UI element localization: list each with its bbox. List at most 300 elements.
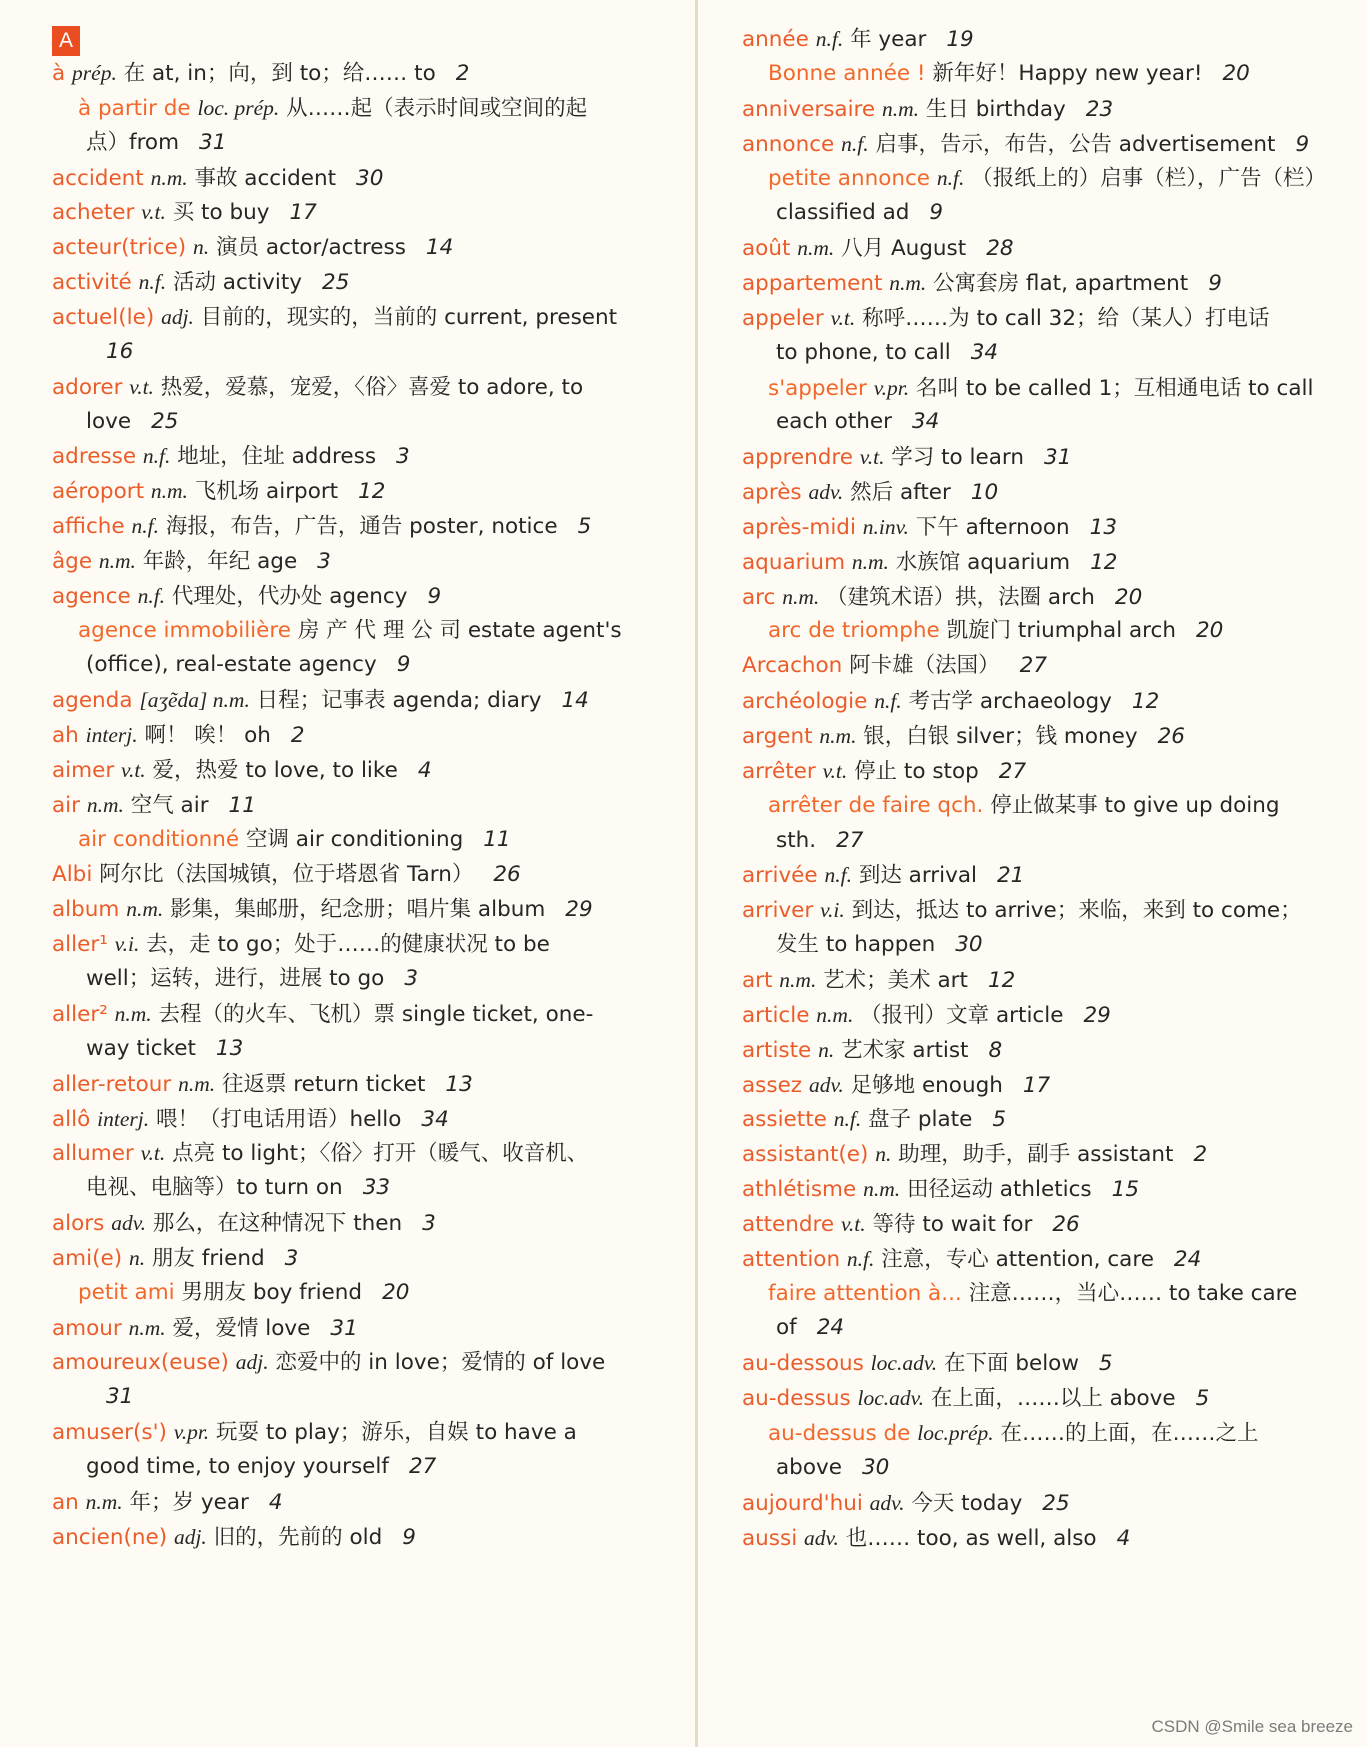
entry-page-number: 12 [1090,549,1118,575]
entry-headword: âge [52,548,93,574]
entry-line [776,338,998,368]
entry-headword: accident [52,165,144,191]
entry-page-number: 34 [421,1106,449,1132]
entry-page-number: 4 [1116,1525,1131,1551]
entry-part-of-speech: n.m. [178,1071,216,1096]
entry-headword: appeler [742,305,824,331]
entry-definition: 日程；记事表 agenda; diary [256,688,542,714]
entry-page-number: 29 [1083,1002,1111,1028]
entry-line [776,826,863,856]
entry-page-number: 26 [1157,724,1185,749]
entry-subheadword: agence immobilière [78,617,291,643]
entry-line [742,651,1047,681]
entry-definition: 下午 afternoon [915,514,1070,540]
entry-headword: agence [52,583,131,609]
entry-line [52,302,617,332]
watermark: CSDN @Smile sea breeze [1151,1717,1353,1736]
entry-definition: 男朋友 boy friend [181,1279,363,1305]
entry-definition: 爱，爱情 love [172,1315,311,1341]
entry-part-of-speech: n.m. [128,1315,166,1340]
entry-headword: actuel(le) [52,304,155,330]
entry-subheadword: arc de triomphe [768,618,940,644]
entry-part-of-speech: v.t. [859,445,885,470]
entry-definition: 爱，热爱 to love, to like [152,758,398,783]
entry-definition: 注意……，当心…… to take care [968,1280,1298,1306]
entry-part-of-speech: adv. [808,1072,844,1097]
entry-page-number: 20 [382,1279,410,1305]
entry-headword: à [52,61,66,86]
entry-page-number: 21 [996,863,1025,889]
entry-line [52,1313,358,1343]
entry-definition: 阿卡雄（法国） [849,653,1000,679]
entry-part-of-speech: prép. [72,61,117,85]
entry-definition: 田径运动 athletics [906,1177,1092,1203]
entry-headword: ancien(ne) [52,1524,168,1550]
entry-line [52,546,331,576]
entry-headword: art [742,967,773,993]
entry-definition: 恋爱中的 in love；爱情的 of love [275,1350,606,1376]
entry-part-of-speech: n.m. [150,165,188,190]
entry-definition: 也…… too, as well, also [845,1525,1097,1551]
entry-continuation: of [776,1315,797,1341]
entry-definition: 在……的上面，在……之上 [1000,1421,1259,1446]
entry-definition: 到达，抵达 to arrive；来临，来到 to come； [851,898,1302,924]
entry-part-of-speech: v.t. [822,758,848,783]
entry-line [78,93,587,123]
entry-part-of-speech: n.m. [782,584,820,609]
entry-line [768,163,1326,193]
entry-line [742,1035,1002,1065]
entry-line [742,1244,1201,1274]
entry-page-number: 2 [455,61,470,86]
entry-line [768,1279,1297,1309]
entry-definition: 年龄，年纪 age [142,548,298,574]
entry-definition: 学习 to learn [891,445,1025,471]
entry-line [78,616,622,646]
entry-definition: （建筑术语）拱，法圈 arch [826,584,1095,610]
entry-line [52,1522,416,1552]
entry-headword: aujourd'hui [742,1490,863,1516]
entry-page-number: 31 [106,1384,134,1410]
entry-line [52,58,469,88]
entry-definition: 银，白银 silver；钱 money [863,724,1138,749]
entry-continuation: to phone, to call [776,339,951,365]
entry-headword: aller² [52,1001,108,1027]
entry-line [742,1139,1207,1169]
entry-headword: amuser(s') [52,1420,167,1446]
entry-part-of-speech: n.f. [142,444,171,469]
entry-line [52,197,317,227]
entry-headword: assiette [742,1107,827,1133]
entry-line [52,511,591,541]
entry-page-number: 2 [290,723,305,749]
entry-page-number: 10 [970,480,999,506]
entry-part-of-speech: loc.prép. [917,1421,994,1445]
entry-page-number: 31 [199,129,227,155]
entry-page-number: 9 [1208,270,1222,296]
entry-definition: 热爱，爱慕，宠爱，〈俗〉喜爱 to adore, to [160,374,584,400]
entry-definition: 房 产 代 理 公 司 estate agent's [297,617,622,643]
entry-part-of-speech: n.f. [841,131,869,156]
entry-page-number: 31 [1044,445,1072,471]
entry-headword: au-dessous [742,1351,864,1377]
entry-part-of-speech: n. [193,235,210,260]
entry-line [52,685,589,715]
entry-part-of-speech: n.m. [797,236,835,261]
entry-line [52,894,593,924]
entry-definition: 停止做某事 to give up doing [990,792,1280,818]
entry-line [52,1347,605,1377]
entry-line [742,1070,1050,1100]
entry-page-number: 3 [396,444,410,470]
entry-line [742,1383,1209,1413]
entry-line [768,1418,1259,1448]
entry-line [776,1453,889,1483]
entry-page-number: 9 [929,200,944,226]
entry-continuation: (office), real-estate agency [86,652,377,678]
entry-headword: attention [742,1246,841,1272]
entry-part-of-speech: n.m. [819,724,857,748]
entry-page-number: 25 [322,270,350,296]
entry-definition: 水族馆 aquarium [895,549,1071,575]
entry-page-number: 3 [284,1245,299,1271]
entry-definition: 名叫 to be called 1；互相通电话 to call [915,375,1314,401]
entry-definition: 生日 birthday [925,96,1066,122]
entry-part-of-speech: n.inv. [862,514,909,539]
entry-part-of-speech: n.m. [126,897,164,922]
entry-definition: 到达 arrival [858,863,977,889]
entry-line [742,895,1302,925]
entry-part-of-speech: n.f. [833,1107,862,1132]
entry-headword: arriver [742,898,814,924]
entry-page-number: 19 [946,27,974,52]
entry-page-number: 20 [1196,618,1224,644]
entry-headword: allumer [52,1141,134,1167]
entry-part-of-speech: adv. [111,1211,147,1236]
entry-line [52,790,256,820]
entry-part-of-speech: n.m. [779,967,817,992]
entry-line [52,720,305,750]
entry-line [86,407,178,437]
entry-line [742,582,1142,612]
entry-line [742,268,1222,298]
entry-headword: au-dessus [742,1386,851,1412]
entry-continuation: love [86,408,132,434]
entry-continuation: way ticket [86,1035,196,1061]
entry-page-number: 14 [561,688,589,714]
entry-headword: amoureux(euse) [52,1350,229,1376]
entry-part-of-speech: n.m. [816,1002,854,1027]
entry-part-of-speech: n.f. [874,689,902,714]
entry-definition: 凯旋门 triumphal arch [946,618,1176,644]
entry-definition: 艺术；美术 art [823,967,968,993]
entry-definition: 盘子 plate [868,1107,973,1133]
entry-page-number: 17 [1022,1072,1051,1098]
entry-page-number: 25 [1042,1490,1070,1516]
entry-line [52,232,453,262]
entry-part-of-speech: loc. prép. [197,95,280,120]
entry-part-of-speech: adv. [869,1490,905,1515]
entry-page-number: 31 [330,1315,358,1341]
entry-part-of-speech: v.t. [121,758,146,782]
entry-definition: 公寓套房 flat, apartment [933,270,1189,296]
entry-page-number: 20 [1222,60,1250,86]
entry-line [52,267,349,297]
entry-line [86,1173,390,1203]
entry-page-number: 13 [445,1071,473,1097]
entry-headword: août [742,236,791,262]
entry-definition: 啊！ 唉！ oh [144,723,271,749]
entry-definition: （报纸上的）启事（栏），广告（栏） [971,166,1326,192]
entry-line [742,477,998,507]
entry-page-number: 33 [362,1175,391,1201]
entry-line [86,128,226,158]
entry-headword: archéologie [742,689,868,715]
entry-page-number: 34 [911,409,940,435]
entry-definition: 朋友 friend [151,1245,265,1271]
entry-headword: annonce [742,131,835,157]
entry-definition: 八月 August [841,236,967,262]
entry-page-number: 24 [816,1315,845,1341]
entry-headword: aller-retour [52,1071,172,1097]
entry-headword: allô [52,1106,91,1132]
entry-line [86,964,418,994]
entry-line [52,1417,577,1447]
entry-part-of-speech: n.m. [98,548,136,573]
entry-headword: athlétisme [742,1177,857,1203]
entry-part-of-speech: n.f. [824,863,852,888]
entry-definition: 地址，住址 address [177,444,377,470]
entry-definition: 海报，布告，广告，通告 poster, notice [165,514,558,540]
entry-definition: 今天 today [911,1490,1023,1516]
entry-headword: album [52,897,120,923]
entry-line [742,512,1117,542]
entry-continuation: classified ad [776,200,910,226]
entry-headword: an [52,1489,79,1515]
entry-line [742,24,974,54]
entry-page-number: 9 [1295,131,1310,157]
entry-continuation: sth. [776,827,817,853]
entry-part-of-speech: n.f. [815,27,844,51]
entry-definition: 考古学 archaeology [908,689,1112,715]
entry-line [742,94,1113,124]
entry-definition: 阿尔比（法国城镇，位于塔恩省 Tarn） [99,861,474,887]
entry-line [742,1348,1113,1378]
entry-part-of-speech: n.m. [889,270,927,295]
entry-line [52,1069,473,1099]
entry-page-number: 24 [1173,1246,1202,1272]
entry-line [86,1034,243,1064]
entry-part-of-speech: adv. [804,1525,839,1550]
entry-page-number: 30 [356,165,384,191]
entry-line [52,860,521,890]
entry-line [742,1209,1080,1239]
entry-page-number: 8 [988,1037,1003,1063]
entry-page-number: 12 [987,967,1016,993]
entry-line [768,373,1313,403]
entry-headword: année [742,27,809,52]
entry-definition: 停止 to stop [854,758,979,784]
entry-page-number: 29 [565,897,593,923]
entry-page-number: 26 [493,861,521,887]
entry-part-of-speech: v.t. [141,200,166,225]
entry-definition: 艺术家 artist [841,1037,969,1063]
entry-definition: 在上面，……以上 above [930,1386,1176,1412]
entry-line [52,1138,588,1168]
entry-page-number: 30 [955,932,983,958]
entry-line [742,547,1117,577]
entry-continuation: each other [776,409,892,435]
entry-definition: 代理处，代办处 agency [171,583,408,609]
entry-subheadword: petite annonce [768,166,931,192]
entry-page-number: 3 [422,1211,436,1237]
entry-part-of-speech: interj. [85,723,138,748]
entry-line [776,407,939,437]
entry-subheadword: s'appeler [768,375,867,401]
entry-part-of-speech: loc.adv. [857,1386,924,1411]
entry-part-of-speech: v.i. [820,898,845,923]
entry-headword: ah [52,723,79,749]
entry-line [52,1104,449,1134]
entry-definition: 那么，在这种情况下 then [152,1211,403,1237]
entry-headword: attendre [742,1211,835,1237]
entry-line [52,1243,298,1273]
entry-definition: 演员 actor/actress [216,235,406,261]
entry-page-number: 5 [577,514,592,540]
entry-definition: 启事，告示，布告，公告 advertisement [875,131,1276,157]
entry-line [742,756,1026,786]
entry-line [52,372,583,402]
entry-part-of-speech: n.m. [86,792,124,817]
entry-line [742,1000,1111,1030]
entry-line [776,930,983,960]
entry-page-number: 28 [986,236,1014,262]
entry-definition: 空气 air [130,792,209,818]
entry-part-of-speech: n. [128,1245,146,1270]
entry-headword: arrêter [742,758,816,784]
entry-subheadword: faire attention à... [768,1280,962,1306]
entry-headword: air [52,792,80,818]
entry-definition: 助理，助手，副手 assistant [898,1142,1174,1168]
entry-subheadword: petit ami [78,1279,175,1305]
entry-subheadword: air conditionné [78,826,240,852]
entry-headword: aquarium [742,549,846,575]
entry-page-number: 16 [106,338,134,364]
entry-line [742,1523,1130,1553]
entry-part-of-speech: n.f. [846,1246,875,1271]
entry-page-number: 5 [1098,1351,1113,1377]
entry-line [52,1487,283,1517]
entry-continuation: 电视、电脑等）to turn on [86,1175,343,1201]
entry-line [742,1104,1006,1134]
entry-page-number: 4 [417,758,432,783]
entry-headword: assistant(e) [742,1142,869,1168]
entry-line [776,198,943,228]
entry-headword: ami(e) [52,1245,123,1271]
entry-part-of-speech: n. [818,1037,835,1062]
entry-part-of-speech: n.f. [131,514,159,539]
entry-page-number: 11 [228,792,256,818]
entry-line [768,59,1250,89]
entry-headword: artiste [742,1037,812,1063]
entry-page-number: 3 [404,966,419,992]
entry-page-number: 9 [427,583,442,609]
entry-part-of-speech: n.m. [114,1001,152,1026]
entry-headword: aéroport [52,479,144,505]
entry-part-of-speech: [aʒẽda] n.m. [139,688,250,713]
entry-definition: 买 to buy [172,200,270,226]
entry-headword: arc [742,584,776,610]
entry-definition: 从……起（表示时间或空间的起 [286,95,588,121]
entry-subheadword: à partir de [78,95,191,121]
entry-page-number: 34 [970,339,999,365]
entry-page-number: 27 [836,827,864,853]
entry-page-number: 17 [289,200,317,226]
entry-part-of-speech: v.t. [129,374,154,399]
entry-part-of-speech: v.t. [830,305,856,330]
entry-definition: 去程（的火车、飞机）票 single ticket, one- [158,1001,594,1027]
entry-headword: affiche [52,514,125,540]
entry-line [78,1278,409,1308]
entry-page-number: 2 [1193,1142,1208,1168]
entry-page-number: 12 [1131,689,1160,715]
entry-page-number: 13 [215,1035,244,1061]
entry-definition: 新年好！Happy new year! [932,60,1203,86]
entry-part-of-speech: interj. [97,1106,150,1131]
entry-part-of-speech: n.m. [85,1489,123,1514]
entry-part-of-speech: adv. [808,480,844,505]
entry-definition: 空调 air conditioning [245,826,464,852]
entry-definition: 点亮 to light；〈俗〉打开（暖气、收音机、 [172,1141,589,1167]
entry-part-of-speech: n.m. [150,479,188,504]
entry-definition: 影集，集邮册，纪念册；唱片集 album [170,897,546,923]
entry-page-number: 9 [402,1524,416,1550]
entry-headword: aimer [52,758,115,783]
entry-line [52,1208,436,1238]
entry-definition: 等待 to wait for [872,1211,1033,1237]
entry-page-number: 11 [483,826,511,852]
entry-line [768,791,1280,821]
entry-page-number: 12 [358,479,386,505]
entry-page-number: 27 [408,1454,437,1479]
entry-page-number: 27 [1019,653,1048,679]
entry-line [742,965,1015,995]
entry-headword: adorer [52,374,123,400]
entry-definition: 在 at, in；向，到 to；给…… to [123,61,436,86]
entry-part-of-speech: v.t. [140,1141,166,1166]
entry-subheadword: au-dessus de [768,1421,911,1446]
entry-page-number: 13 [1089,514,1118,540]
entry-line [742,303,1270,333]
entry-line [52,929,550,959]
entry-headword: activité [52,270,132,296]
entry-definition: 然后 after [850,480,951,506]
entry-line [768,616,1223,646]
entry-headword: amour [52,1315,122,1341]
entry-continuation: 点）from [86,129,180,155]
entry-part-of-speech: n.f. [936,166,965,191]
entry-definition: 飞机场 airport [194,479,339,505]
entry-part-of-speech: n. [875,1142,892,1167]
entry-page-number: 3 [317,548,331,574]
entry-line [86,1452,436,1482]
entry-part-of-speech: n.m. [881,96,920,121]
entry-page-number: 25 [151,408,179,434]
entry-line [742,1488,1070,1518]
entry-line [86,1382,133,1412]
entry-line [776,1313,844,1343]
section-letter-badge: A [52,26,80,56]
